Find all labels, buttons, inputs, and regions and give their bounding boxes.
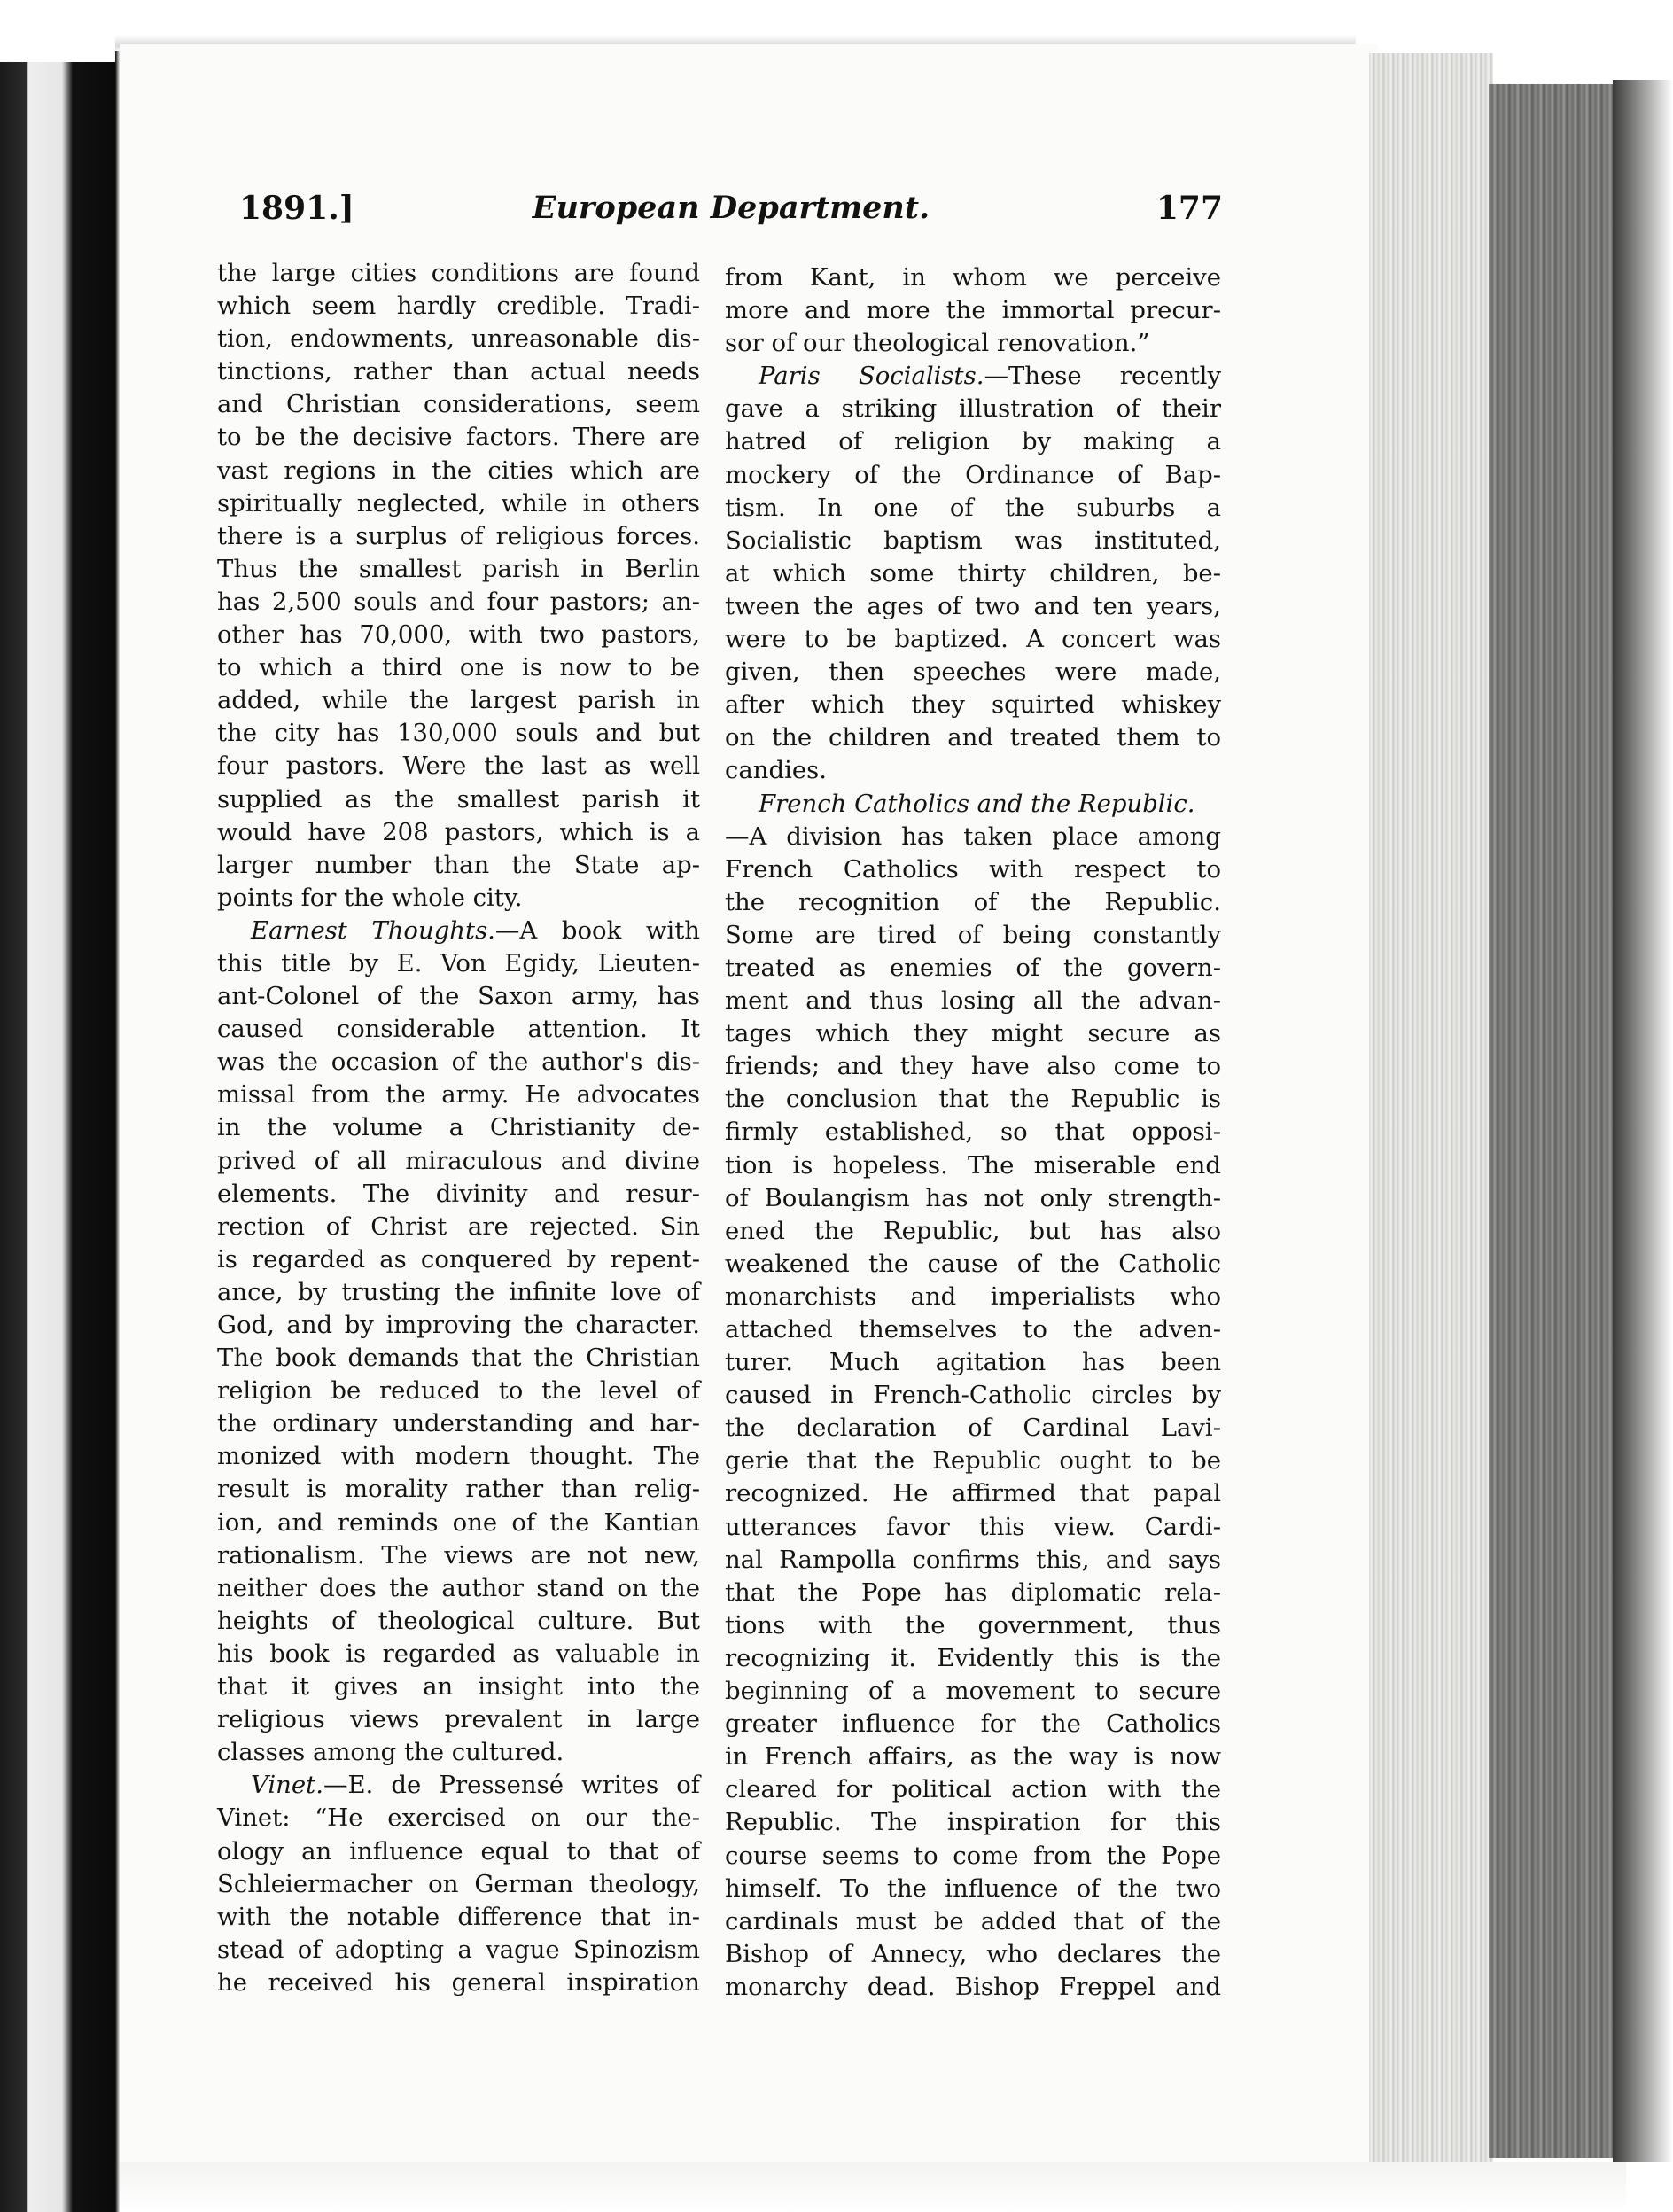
text-line: to which a third one is now to be <box>217 653 700 682</box>
right-column <box>725 261 1221 2004</box>
text-line: firmly established, so that opposi- <box>725 1118 1221 1147</box>
text-line: has 2,500 souls and four pastors; an- <box>217 587 700 616</box>
paragraph-vinet <box>217 1769 700 1999</box>
text-line: friends; and they have also come to <box>725 1052 1221 1081</box>
text-line: rationalism. The views are not new, <box>217 1540 700 1569</box>
text-line: the declaration of Cardinal Lavi- <box>725 1414 1221 1443</box>
text-line: Schleiermacher on German theology, <box>217 1869 700 1898</box>
text-line: gerie that the Republic ought to be <box>725 1446 1221 1476</box>
text-line: heights of theological culture. But <box>217 1606 700 1635</box>
text-line: Some are tired of being constantly <box>725 920 1221 949</box>
text-line: caused in French-Catholic circles by <box>725 1381 1221 1410</box>
text-line: attached themselves to the adven- <box>725 1315 1221 1344</box>
text-line: himself. To the influence of the two <box>725 1873 1221 1903</box>
facing-page-edge <box>0 0 120 2212</box>
text-line: utterances favor this view. Cardi- <box>725 1512 1221 1541</box>
page-bottom-edge <box>120 2162 1626 2212</box>
paragraph-first-line <box>217 1769 700 1802</box>
text-line: religion be reduced to the level of <box>217 1376 700 1406</box>
text-line: were to be baptized. A concert was <box>725 625 1221 654</box>
text-line: after which they squirted whiskey <box>725 690 1221 720</box>
text-line: his book is regarded as valuable in <box>217 1639 700 1668</box>
text-line: at which some thirty children, be- <box>725 558 1221 588</box>
text-line: classes among the cultured. <box>217 1738 564 1767</box>
section-heading-paris-socialists: Paris Socialists. <box>759 362 984 391</box>
text-line: to be the decisive factors. There are <box>217 423 700 452</box>
text-line: treated as enemies of the govern- <box>725 953 1221 982</box>
text-line: other has 70,000, with two pastors, <box>217 620 700 650</box>
text-line: recognized. He affirmed that papal <box>725 1479 1221 1508</box>
text-line: tion, endowments, unreasonable dis- <box>217 324 700 354</box>
text-line: gave a striking illustration of their <box>725 394 1221 424</box>
text-line: this title by E. Von Egidy, Lieuten- <box>217 948 700 977</box>
text-line: ened the Republic, but has also <box>725 1216 1221 1245</box>
line-text: —A book with <box>494 915 700 945</box>
paragraph-first-line <box>725 788 1221 821</box>
text-line: result is morality rather than relig- <box>217 1475 700 1504</box>
text-line: tween the ages of two and ten years, <box>725 591 1221 620</box>
section-heading-french-catholics: French Catholics and the Republic. <box>759 789 1195 818</box>
text-line: that it gives an insight into the <box>217 1672 700 1702</box>
left-column <box>217 257 700 1999</box>
header-year: 1891.] <box>239 190 354 227</box>
text-line: monarchists and imperialists who <box>725 1281 1221 1311</box>
text-line: hatred of religion by making a <box>725 427 1221 456</box>
text-line: missal from the army. He advocates <box>217 1080 700 1110</box>
text-line: nal Rampolla confirms this, and says <box>725 1545 1221 1574</box>
text-line: the city has 130,000 souls and but <box>217 719 700 748</box>
text-line: French Catholics with respect to <box>725 854 1221 884</box>
text-line: the large cities conditions are found <box>217 259 700 287</box>
text-line: larger number than the State ap- <box>217 850 700 879</box>
text-line: is regarded as conquered by repent- <box>217 1244 700 1273</box>
text-line: the conclusion that the Republic is <box>725 1085 1221 1114</box>
paragraph-french-catholics <box>725 788 1221 2004</box>
text-line: from Kant, in whom we perceive <box>725 263 1221 292</box>
text-line: religious views prevalent in large <box>217 1705 700 1734</box>
text-line: greater influence for the Catholics <box>725 1710 1221 1739</box>
running-header <box>239 190 1223 239</box>
text-line: there is a surplus of religious forces. <box>217 521 700 550</box>
text-line: Vinet: “He exercised on our the- <box>217 1803 700 1833</box>
text-line: added, while the largest parish in <box>217 686 700 715</box>
text-line: stead of adopting a vague Spinozism <box>217 1935 700 1964</box>
text-line: tion is hopeless. The miserable end <box>725 1150 1221 1180</box>
paragraph-vinet-continued <box>725 261 1221 360</box>
text-line: God, and by improving the character. <box>217 1311 700 1339</box>
text-line: was the occasion of the author's dis- <box>217 1048 700 1077</box>
text-line: in French affairs, as the way is now <box>725 1742 1221 1772</box>
section-heading-earnest-thoughts: Earnest Thoughts. <box>251 915 495 945</box>
text-line: with the notable difference that in- <box>217 1902 700 1931</box>
text-line: four pastors. Were the last as well <box>217 752 700 781</box>
text-line: turer. Much agitation has been <box>725 1348 1221 1377</box>
corner-blank <box>0 0 115 62</box>
book-block-edge <box>1489 84 1622 2158</box>
paragraph-paris-socialists <box>725 360 1221 787</box>
text-line: given, then speeches were made, <box>725 658 1221 687</box>
text-line: caused considerable attention. It <box>217 1015 700 1044</box>
paragraph-berlin-parishes <box>217 257 700 915</box>
text-line: which seem hardly credible. Tradi- <box>217 292 700 321</box>
text-line: Republic. The inspiration for this <box>725 1808 1221 1837</box>
text-line: elements. The divinity and resur- <box>217 1179 700 1208</box>
paragraph-first-line <box>217 915 700 947</box>
line-text: —These recently <box>984 362 1221 391</box>
text-line: prived of all miraculous and divine <box>217 1146 700 1175</box>
text-line: course seems to come from the Pope <box>725 1841 1221 1870</box>
header-title: European Department. <box>532 190 930 226</box>
text-line: neither does the author stand on the <box>217 1573 700 1602</box>
text-line: the recognition of the Republic. <box>725 887 1221 916</box>
text-line: spiritually neglected, while in others <box>217 488 700 518</box>
text-line: —A division has taken place among <box>725 822 1221 851</box>
text-line: tinctions, rather than actual needs <box>217 357 700 386</box>
text-line: ion, and reminds one of the Kantian <box>217 1507 700 1537</box>
text-line: more and more the immortal precur- <box>725 296 1221 325</box>
text-line: mockery of the Ordinance of Bap- <box>725 460 1221 489</box>
text-line: weakened the cause of the Catholic <box>725 1249 1221 1278</box>
line-text: —E. de Pressensé writes of <box>323 1771 700 1800</box>
text-line: tages which they might secure as <box>725 1019 1221 1048</box>
text-line: monized with modern thought. The <box>217 1442 700 1471</box>
text-line: sor of our theological renovation.” <box>725 329 1150 358</box>
text-line: and Christian considerations, seem <box>217 390 700 419</box>
text-line: vast regions in the cities which are <box>217 456 700 485</box>
text-line: Thus the smallest parish in Berlin <box>217 554 700 583</box>
text-line: cardinals must be added that of the <box>725 1906 1221 1936</box>
text-line: of Boulangism has not only strength- <box>725 1183 1221 1212</box>
section-heading-vinet: Vinet. <box>251 1771 323 1800</box>
page-fore-edge <box>1369 53 1493 2180</box>
paragraph-first-line <box>725 360 1221 393</box>
text-line: tions with the government, thus <box>725 1610 1221 1640</box>
text-line: supplied as the smallest parish it <box>217 784 700 814</box>
text-line: would have 208 pastors, which is a <box>217 817 700 846</box>
text-line: monarchy dead. Bishop Freppel and <box>725 1972 1221 2001</box>
text-line: the ordinary understanding and har- <box>217 1409 700 1438</box>
text-line: Bishop of Annecy, who declares the <box>725 1939 1221 1968</box>
text-line: recognizing it. Evidently this is the <box>725 1643 1221 1672</box>
text-line: candies. <box>725 756 828 785</box>
text-line: The book demands that the Christian <box>217 1344 700 1373</box>
text-line: cleared for political action with the <box>725 1775 1221 1804</box>
text-line: on the children and treated them to <box>725 723 1221 752</box>
text-line: ology an influence equal to that of <box>217 1836 700 1865</box>
text-line: in the volume a Christianity de- <box>217 1113 700 1142</box>
text-line: he received his general inspiration <box>217 1967 700 1997</box>
text-line: ance, by trusting the infinite love of <box>217 1277 700 1306</box>
text-line: that the Pope has diplomatic rela- <box>725 1577 1221 1607</box>
text-line: tism. In one of the suburbs a <box>725 493 1221 522</box>
text-line: points for the whole city. <box>217 883 523 912</box>
page-number: 177 <box>1156 190 1223 227</box>
text-line: ant-Colonel of the Saxon army, has <box>217 982 700 1011</box>
text-line: ment and thus losing all the advan- <box>725 986 1221 1016</box>
text-line: Socialistic baptism was instituted, <box>725 526 1221 555</box>
text-line: beginning of a movement to secure <box>725 1677 1221 1706</box>
paragraph-earnest-thoughts <box>217 915 700 1769</box>
text-line: rection of Christ are rejected. Sin <box>217 1211 700 1241</box>
book-shadow <box>1613 80 1673 2162</box>
